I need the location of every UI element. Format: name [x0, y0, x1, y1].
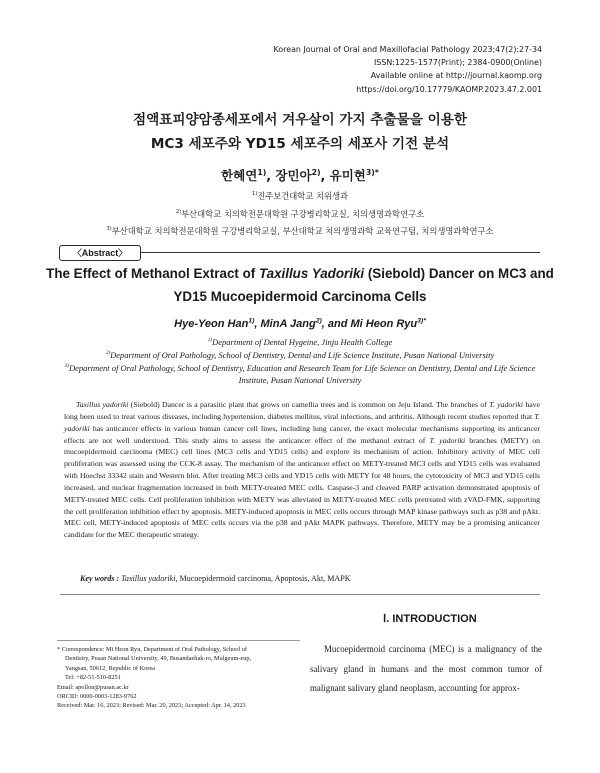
english-affiliation-3	[58, 362, 542, 387]
korean-affiliation-3-sup: 3)	[106, 226, 112, 233]
english-author-2-sup: 2)	[315, 317, 322, 325]
korean-title-line1: 점액표피양암종세포에서 겨우살이 가지 추출물을 이용한	[132, 112, 468, 128]
english-author-1-sup: 1)	[248, 317, 255, 325]
korean-author-1-sup: 1)	[257, 167, 267, 177]
footnote-rule	[57, 640, 300, 641]
journal-header	[122, 43, 542, 96]
keywords-list: , Mucoepidermoid carcinoma, Apoptosis, Akt, MAPK	[175, 574, 351, 583]
abstract-text-1: (Siebold) Dancer is a parasitic plant that grows on camellia trees and is common on Jeju Island. The branches of	[128, 400, 490, 409]
journal-doi[interactable]: https://doi.org/10.17779/KAOMP.2023.47.2.001	[356, 84, 542, 94]
abstract-body	[64, 399, 540, 541]
english-affiliation-3-text: Department of Oral Pathology, School of Dentistry, Education and Research Team for Life Science on Dentistry, Dental and Life Science Institute, Pusan National University	[69, 363, 536, 386]
korean-authors: 한혜연$^{1)}$, 장민아$^{2)}$, 유미현$^{3)*}$	[221, 167, 379, 183]
english-title-post: (Siebold) Dancer on MC3 and	[364, 266, 554, 281]
korean-affiliation-1-text: 진주보건대학교 치위생과	[257, 191, 349, 201]
abstract-species-1: Taxillus yadoriki	[76, 400, 129, 409]
correspondence-dates: Received: Mar. 16, 2023; Revised: Mar. 20, 2023; Accepted: Apr. 14, 2023	[57, 702, 246, 710]
abstract-text-4: branches (METY) on mucoepidermoid carcinoma (MEC) cell lines (MC3 cells and YD15 cells) and explore its mechanism of action. Inhibitory activity of MEC cell proliferation was assessed using the CCK-8 assay. The mechanism of the anticancer effect on METY-treated MC3 cells and YD15 cells was evaluated with Hoechst 33342 stain and Western blot. After treating MC3 cells and YD15 cells with METY for 48 hours, the cytotoxicity of MC3 and YD15 cells increased, and nuclear fragmentation increased in both METY-treated MEC cells. Caspase-3 and cleaved PARP activation demonstrated apoptosis of METY-treated MEC cells. Cell proliferation inhibition with METY was alleviated in METY-treated MEC cells pretreated with zVAD-FMK, supporting the cell proliferation inhibition effect by apoptosis. METY-induced apoptosis in MEC cells occurs through MAP kinase pathways such as p38 and pAkt. MEC cell, METY-induced apoptosis of MEC cells occurs via the p38 and pAkt MAPK pathways. Therefore, METY may be a promising anticancer candidate for the MEC therapeutic strategy.	[64, 435, 540, 540]
english-title-species: Taxillus Yadoriki	[258, 266, 365, 281]
korean-author-2: 장민아	[275, 168, 312, 183]
introduction-text: Mucoepidermoid carcinoma (MEC) is a malignancy of the salivary gland in humans and the most common tumor of malignant salivary gland neoplasm, accounting for approx-	[310, 644, 542, 693]
abstract-label: 〈Abstract〉	[59, 245, 141, 261]
korean-affiliation-1-sup: 1)	[251, 191, 258, 198]
english-affiliation-1	[58, 336, 542, 348]
correspondence-email[interactable]: Email: apollon@pusan.ac.kr	[57, 683, 129, 691]
korean-affiliation-2	[20, 208, 580, 220]
korean-author-3-sup: 3)*	[365, 167, 379, 177]
english-affiliation-2-text: Department of Oral Pathology, School of Dentistry, Dental and Life Science Institute, Pusan National University	[110, 350, 495, 360]
english-affiliation-2	[58, 349, 542, 361]
korean-affiliation-2-sup: 2)	[175, 209, 182, 216]
english-affiliation-3-sup: 3)	[64, 363, 70, 370]
correspondence-line-1: * Correspondence: Mi Heon Ryu, Department of Oral Pathology, School of	[57, 646, 247, 653]
korean-author-2-sup: 2)	[311, 167, 321, 177]
journal-url[interactable]: Available online at http://journal.kaomp.org	[370, 71, 542, 81]
correspondence-line-3: Yangsan, 50612, Republic of Korea	[65, 664, 155, 672]
english-affiliation-1-text: Department of Dental Hygeine, Jinju Health College	[212, 337, 393, 347]
introduction-heading: Ⅰ. INTRODUCTION	[383, 613, 477, 625]
keywords-species: Taxillus yadoriki	[121, 574, 176, 583]
korean-author-3: 유미현	[329, 168, 366, 183]
correspondence-line-2: Dentistry, Pusan National University, 49, Busandaehak-ro, Mulgeum-eup,	[65, 655, 252, 663]
correspondence-orcid: ORCID: 0000-0003-1283-9762	[57, 693, 137, 701]
english-title-line1	[45, 266, 555, 281]
korean-affiliation-2-text: 부산대학교 치의학전문대학원 구강병리학교실, 치의생명과학연구소	[181, 209, 425, 219]
abstract-species-3: T. yadoriki	[64, 411, 540, 433]
english-author-2: MinA Jang	[260, 318, 316, 330]
english-author-3: and Mi Heon Ryu	[327, 318, 418, 330]
keywords-label: Key words	[80, 574, 115, 583]
korean-affiliation-3	[20, 225, 580, 237]
english-affiliation-2-sup: 2)	[105, 350, 111, 357]
abstract-species-4: T. yadoriki	[429, 435, 466, 445]
english-author-3-sup: 3)*	[417, 317, 426, 325]
abstract-text-2: have long been used to treat various diseases, including hypertension, diabetes mellitus, viral infections, and arthritis. Although recent studies reported that	[64, 400, 540, 421]
korean-affiliation-1	[20, 190, 580, 202]
journal-citation: Korean Journal of Oral and Maxillofacial Pathology 2023;47(2):27-34	[273, 45, 542, 54]
english-affiliation-1-sup: 1)	[207, 337, 213, 344]
journal-issn: ISSN:1225-1577(Print); 2384-0900(Online)	[373, 58, 542, 68]
abstract-species-2: T. yadoriki	[489, 400, 524, 409]
english-authors: Hye-Yeon Han$^{1)}$, MinA Jang$^{2)}$, and Mi Heon Ryu$^{3)*}$	[174, 317, 426, 330]
correspondence-footnote	[57, 645, 302, 711]
korean-title-line2: MC3 세포주와 YD15 세포주의 세포사 기전 분석	[150, 136, 450, 152]
english-title-pre: The Effect of Methanol Extract of	[46, 266, 259, 281]
abstract-text-3: has anticancer effects in various human cancer cell lines, including lung cancer, the exact molecular mechanisms supporting its anticancer effects are not well understood. This study aims to assess the anticancer effect of the methanol extract of	[64, 423, 540, 445]
korean-affiliation-3-text: 부산대학교 치의학전문대학원 구강병리학교실, 부산대학교 치의생명과학 교육연구팀, 치의생명과학연구소	[111, 226, 494, 236]
korean-author-1: 한혜연	[221, 168, 258, 183]
correspondence-tel: Tel: +82-51-510-8251	[65, 674, 121, 682]
keywords: Key words : Taxillus yadoriki, Mucoepidermoid carcinoma, Apoptosis, Akt, MAPK	[80, 574, 351, 583]
section-divider	[60, 594, 540, 595]
english-author-1: Hye-Yeon Han	[174, 318, 249, 330]
english-title-line2: YD15 Mucoepidermoid Carcinoma Cells	[173, 289, 427, 304]
